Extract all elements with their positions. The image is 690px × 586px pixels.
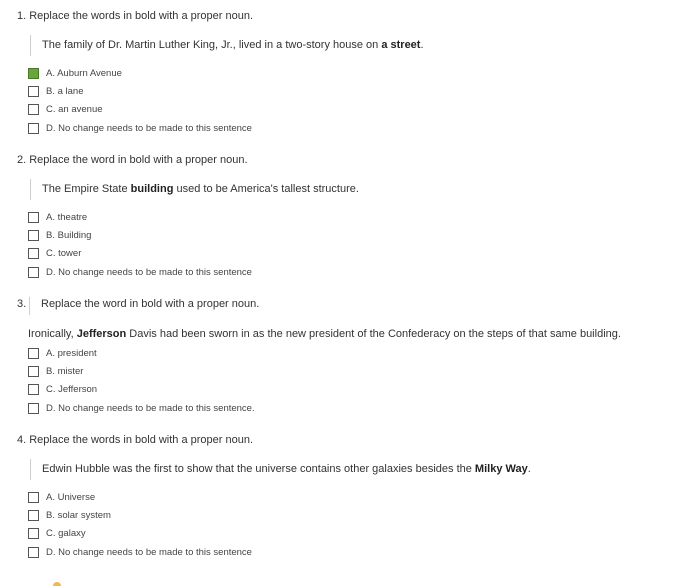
option-1a[interactable] [28, 66, 122, 80]
option-4b[interactable] [28, 508, 111, 522]
option-label: B. solar system [46, 509, 111, 521]
question-3-title: Replace the word in bold with a proper noun. [41, 298, 260, 310]
quote-text: Edwin Hubble was the first to show that the universe contains other galaxies besides the [42, 463, 475, 475]
bold-phrase: Milky Way [474, 463, 528, 475]
sentence-text-end: Davis had been sworn in as the new president of the Confederacy on the steps of that same building. [126, 328, 621, 340]
option-label: D. No change needs to be made to this sentence [46, 266, 252, 278]
checkbox[interactable] [28, 528, 39, 539]
question-4-quote [30, 459, 531, 480]
checkbox[interactable] [28, 104, 39, 115]
option-2d[interactable] [28, 265, 252, 279]
option-label: C. galaxy [46, 527, 86, 539]
partial-circle-icon [53, 582, 61, 586]
quote-text: The Empire State [42, 183, 131, 195]
checkbox[interactable] [28, 510, 39, 521]
checkbox[interactable] [28, 267, 39, 278]
question-1-title: 1. Replace the words in bold with a proper noun. [17, 10, 254, 22]
option-3c[interactable] [28, 382, 97, 396]
option-label: D. No change needs to be made to this sentence. [46, 402, 255, 414]
option-2c[interactable] [28, 246, 81, 260]
sentence-text: Ironically, [28, 328, 77, 340]
question-3-sentence [28, 328, 621, 340]
option-4d[interactable] [28, 545, 252, 559]
question-3-number: 3. [17, 298, 27, 310]
option-label: C. Jefferson [46, 383, 98, 395]
checkbox[interactable] [28, 68, 39, 79]
question-2-title: 2. Replace the word in bold with a proper noun. [17, 154, 248, 166]
option-label: A. Auburn Avenue [46, 67, 122, 79]
bold-phrase: Jefferson [76, 328, 127, 340]
option-1c[interactable] [28, 102, 103, 116]
option-1b[interactable] [28, 84, 84, 98]
divider [29, 297, 30, 315]
checkbox[interactable] [28, 248, 39, 259]
option-4c[interactable] [28, 526, 86, 540]
option-3b[interactable] [28, 364, 83, 378]
bold-phrase: building [130, 183, 174, 195]
quote-text-end: . [420, 39, 424, 51]
option-label: A. Universe [46, 491, 96, 503]
option-label: D. No change needs to be made to this sentence [46, 122, 252, 134]
option-label: C. tower [46, 247, 82, 259]
quote-text: The family of Dr. Martin Luther King, Jr., lived in a two-story house on [42, 39, 382, 51]
checkbox[interactable] [28, 366, 39, 377]
option-label: A. president [46, 347, 97, 359]
checkbox[interactable] [28, 403, 39, 414]
checkbox[interactable] [28, 547, 39, 558]
option-label: B. mister [46, 365, 84, 377]
checkbox[interactable] [28, 384, 39, 395]
checkbox[interactable] [28, 86, 39, 97]
quote-text-end: . [527, 463, 531, 475]
option-4a[interactable] [28, 490, 95, 504]
checkbox[interactable] [28, 212, 39, 223]
question-4-title: 4. Replace the words in bold with a proper noun. [17, 434, 254, 446]
checkbox[interactable] [28, 123, 39, 134]
checkbox[interactable] [28, 230, 39, 241]
option-label: B. Building [46, 229, 92, 241]
quote-text-end: used to be America's tallest structure. [173, 183, 359, 195]
question-1-quote [30, 35, 424, 56]
option-label: B. a lane [46, 85, 84, 97]
option-label: A. theatre [46, 211, 88, 223]
option-label: D. No change needs to be made to this sentence [46, 546, 252, 558]
option-3a[interactable] [28, 346, 97, 360]
option-1d[interactable] [28, 121, 252, 135]
checkbox[interactable] [28, 492, 39, 503]
bold-phrase: a street [381, 39, 421, 51]
question-2-quote [30, 179, 359, 200]
option-2a[interactable] [28, 210, 87, 224]
checkbox[interactable] [28, 348, 39, 359]
option-3d[interactable] [28, 401, 255, 415]
option-2b[interactable] [28, 228, 91, 242]
option-label: C. an avenue [46, 103, 103, 115]
